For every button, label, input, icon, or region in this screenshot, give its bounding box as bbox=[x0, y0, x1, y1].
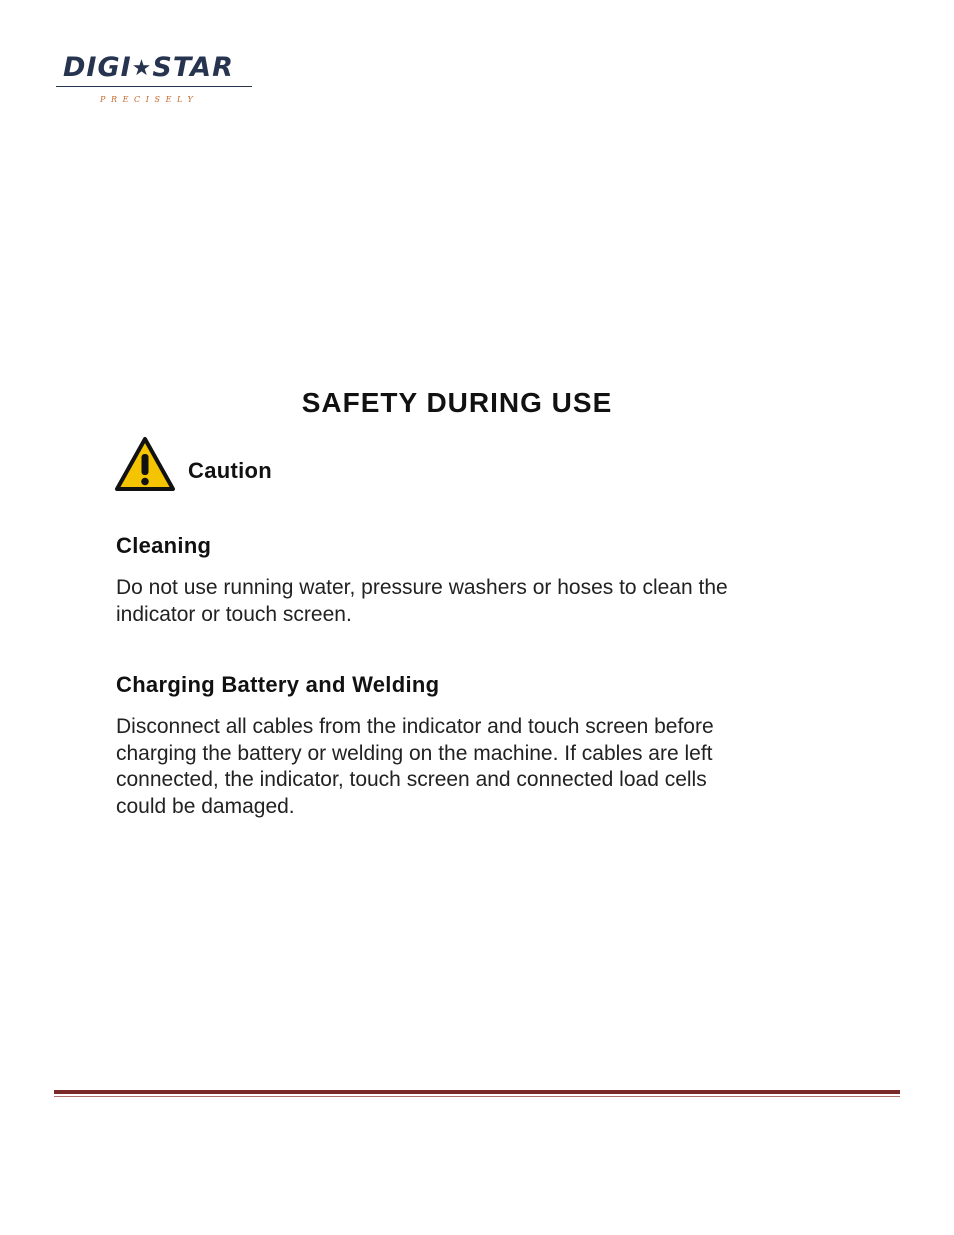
digistar-logo bbox=[56, 52, 252, 108]
charging-paragraph bbox=[116, 714, 816, 820]
logo-star-icon: ★ bbox=[131, 56, 153, 81]
logo-word-right: STAR bbox=[152, 52, 234, 83]
logo-underline bbox=[56, 86, 252, 87]
cleaning-paragraph bbox=[116, 575, 816, 628]
logo-tagline: PRECISELY bbox=[100, 95, 199, 104]
charging-line: connected, the indicator, touch screen and connected load cells bbox=[116, 768, 707, 791]
caution-label: Caution bbox=[188, 458, 272, 483]
footer-divider bbox=[54, 1090, 900, 1097]
charging-line: could be damaged. bbox=[116, 794, 295, 818]
footer-divider-line bbox=[54, 1096, 900, 1097]
logo-wordmark bbox=[63, 52, 234, 86]
warning-triangle-icon bbox=[114, 436, 176, 492]
charging-heading: Charging Battery and Welding bbox=[116, 672, 440, 697]
cleaning-line: indicator or touch screen. bbox=[116, 602, 352, 626]
caution-notice bbox=[114, 436, 414, 492]
cleaning-heading: Cleaning bbox=[116, 533, 212, 558]
footer-divider-bar bbox=[54, 1090, 900, 1094]
charging-line: Disconnect all cables from the indicator and touch screen before bbox=[116, 715, 714, 738]
charging-line: charging the battery or welding on the machine. If cables are left bbox=[116, 741, 713, 765]
logo-word-left: DIGI bbox=[63, 52, 132, 83]
cleaning-line: Do not use running water, pressure washers or hoses to clean the bbox=[116, 576, 728, 599]
page-title: SAFETY DURING USE bbox=[301, 387, 613, 418]
